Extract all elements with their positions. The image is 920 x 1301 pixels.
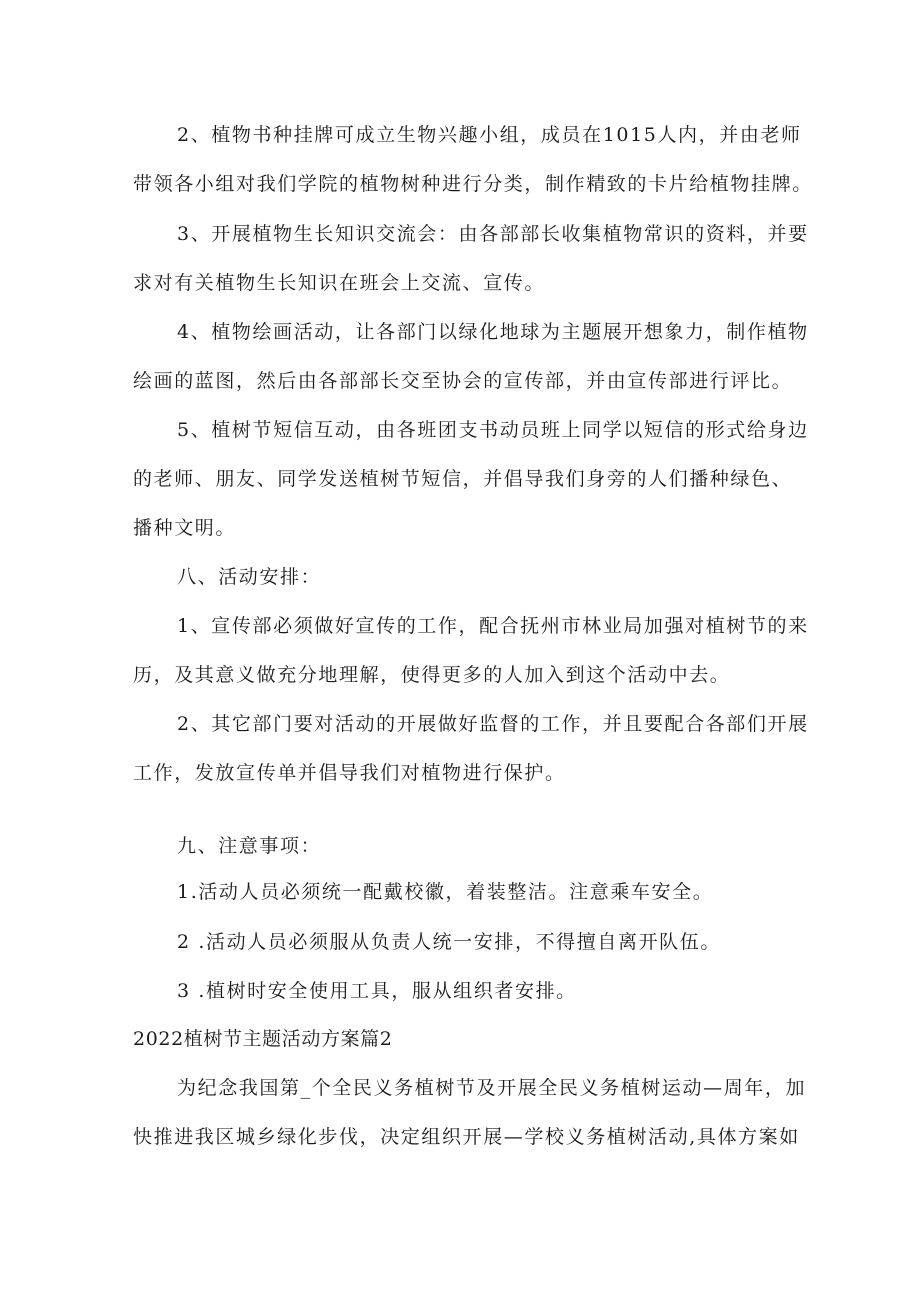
list-item: 3 .植树时安全使用工具，服从组织者安排。 — [177, 980, 577, 1002]
paragraph-line: 带领各小组对我们学院的植物树种进行分类，制作精致的卡片给植物挂牌。 — [133, 173, 813, 195]
paragraph-line: 1、宣传部必须做好宣传的工作，配合抚州市林业局加强对植树节的来 — [177, 615, 809, 637]
paragraph-line: 3、开展植物生长知识交流会：由各部部长收集植物常识的资料，并要 — [177, 223, 809, 245]
paragraph-line: 为纪念我国第_个全民义务植树节及开展全民义务植树运动—周年，加 — [177, 1077, 807, 1099]
paragraph-line: 5、植树节短信互动，由各班团支书动员班上同学以短信的形式给身边 — [177, 419, 809, 441]
paragraph-line: 历，及其意义做充分地理解，使得更多的人加入到这个活动中去。 — [133, 664, 731, 686]
list-item: 1.活动人员必须统一配戴校徽，着装整洁。注意乘车安全。 — [177, 881, 714, 903]
paragraph-line: 工作，发放宣传单并倡导我们对植物进行保护。 — [133, 762, 566, 784]
paragraph-line: 2、其它部门要对活动的开展做好监督的工作，并且要配合各部们开展 — [177, 713, 809, 735]
section-heading: 八、活动安排： — [177, 566, 322, 588]
paragraph-line: 快推进我区城乡绿化步伐，决定组织开展—学校义务植树活动,具体方案如 — [133, 1126, 800, 1148]
paragraph-line: 求对有关植物生长知识在班会上交流、宣传。 — [133, 272, 546, 294]
section-heading: 九、注意事项： — [177, 835, 322, 857]
paragraph-line: 4、植物绘画活动，让各部门以绿化地球为主题展开想象力，制作植物 — [177, 321, 809, 343]
paragraph-line: 2、植物书种挂牌可成立生物兴趣小组，成员在1015人内，并由老师 — [177, 124, 802, 146]
paragraph-line: 的老师、朋友、同学发送植树节短信，并倡导我们身旁的人们播种绿色、 — [133, 468, 793, 490]
paragraph-line: 播种文明。 — [133, 517, 237, 539]
paragraph-line: 绘画的蓝图，然后由各部部长交至协会的宣传部，并由宣传部进行评比。 — [133, 370, 793, 392]
article-title: 2022植树节主题活动方案篇2 — [133, 1028, 393, 1050]
list-item: 2 .活动人员必须服从负责人统一安排，不得擅自离开队伍。 — [177, 931, 721, 953]
